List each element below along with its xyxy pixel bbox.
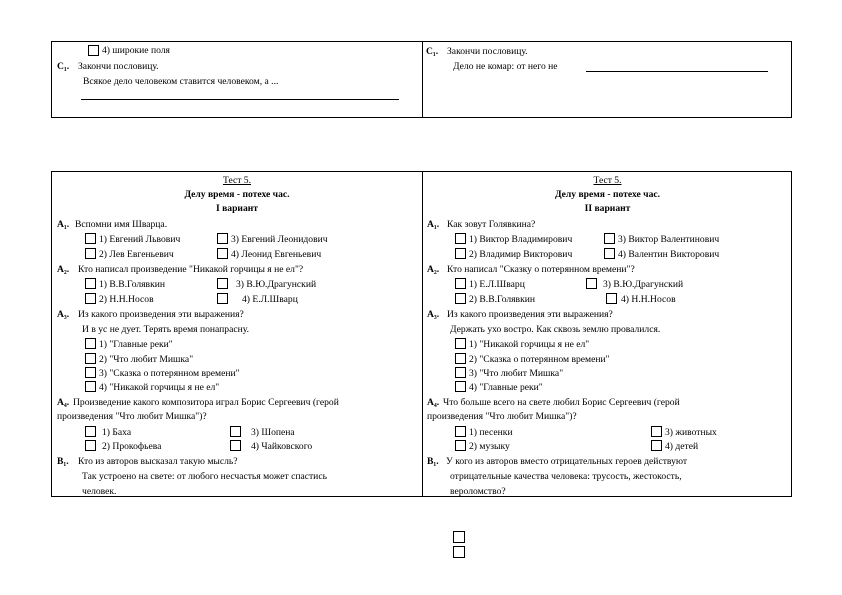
- question-text: Что больше всего на свете любил Борис Сергеевич (герой: [443, 397, 680, 408]
- option-text: 1) Е.Л.Шварц: [469, 279, 525, 290]
- checkbox[interactable]: [455, 248, 466, 259]
- question-quote: Так устроено на свете: от любого несчастья может спастись: [82, 471, 327, 482]
- checkbox[interactable]: [217, 248, 228, 259]
- question-text: Произведение какого композитора играл Борис Сергеевич (герой: [73, 397, 339, 408]
- test-title: Тест 5.: [222, 175, 252, 186]
- option-text: 4) Е.Л.Шварц: [242, 294, 298, 305]
- test-subtitle: Делу время - потехе час.: [554, 189, 661, 200]
- option-text: 3) "Сказка о потерянном времени": [99, 368, 240, 379]
- option-text: 1) В.В.Голявкин: [99, 279, 166, 290]
- checkbox[interactable]: [85, 248, 96, 259]
- variant-title: II вариант: [584, 203, 631, 214]
- option-text: 2) Лев Евгеньевич: [99, 249, 174, 260]
- question-label: А₃.: [57, 309, 70, 320]
- option-text: 4) широкие поля: [102, 45, 170, 56]
- checkbox[interactable]: [85, 353, 96, 364]
- option-text: 2) Н.Н.Носов: [99, 294, 154, 305]
- question-quote: отрицательные качества человека: трусость, жестокость,: [450, 471, 682, 482]
- variant-2-column: [423, 172, 792, 496]
- checkbox[interactable]: [455, 381, 466, 392]
- checkbox[interactable]: [85, 338, 96, 349]
- option-text: 2) В.В.Голявкин: [469, 294, 536, 305]
- checkbox[interactable]: [455, 426, 466, 437]
- option-text: 3) В.Ю.Драгунский: [603, 279, 684, 290]
- checkbox[interactable]: [651, 426, 662, 437]
- variant-title: I вариант: [215, 203, 258, 214]
- question-text: Из какого произведения эти выражения?: [78, 309, 244, 320]
- checkbox[interactable]: [455, 338, 466, 349]
- question-text: Кто написал произведение "Никакой горчицы я не ел"?: [78, 264, 304, 275]
- question-label: А₂.: [427, 264, 440, 275]
- question-text: Кто написал "Сказку о потерянном времени"?: [447, 264, 635, 275]
- variant-1-column: [52, 172, 422, 496]
- question-text: произведения "Что любит Мишка")?: [57, 411, 207, 422]
- checkbox[interactable]: [85, 440, 96, 451]
- question-text: Закончи пословицу.: [78, 61, 159, 72]
- checkbox[interactable]: [230, 440, 241, 451]
- checkbox[interactable]: [455, 367, 466, 378]
- option-text: 1) Баха: [102, 427, 132, 438]
- checkbox[interactable]: [455, 353, 466, 364]
- option-text: 3) животных: [665, 427, 717, 438]
- checkbox[interactable]: [88, 45, 99, 56]
- checkbox[interactable]: [85, 233, 96, 244]
- checkbox[interactable]: [217, 278, 228, 289]
- checkbox[interactable]: [217, 293, 228, 304]
- question-text: Как зовут Голявкина?: [447, 219, 536, 230]
- option-text: 1) "Главные реки": [99, 339, 173, 350]
- option-text: 4) Н.Н.Носов: [621, 294, 676, 305]
- question-label: А₄.: [427, 397, 440, 408]
- option-text: 3) "Что любит Мишка": [469, 368, 564, 379]
- checkbox[interactable]: [606, 293, 617, 304]
- question-label: А₃.: [427, 309, 440, 320]
- question-text: Вспомни имя Шварца.: [75, 219, 168, 230]
- question-text: Закончи пословицу.: [447, 46, 528, 57]
- option-text: 1) Евгений Львович: [99, 234, 181, 245]
- question-label: В₁.: [427, 456, 439, 467]
- option-text: 3) Евгений Леонидович: [231, 234, 328, 245]
- answer-line[interactable]: [81, 99, 399, 100]
- option-text: 4) Леонид Евгеньевич: [231, 249, 322, 260]
- option-text: 1) "Никакой горчицы я не ел": [469, 339, 590, 350]
- checkbox[interactable]: [85, 278, 96, 289]
- option-text: 4) Чайковского: [251, 441, 313, 452]
- proverb-text: Всякое дело человеком ставится человеком, а ...: [83, 76, 279, 87]
- checkbox[interactable]: [230, 426, 241, 437]
- top-table: [51, 41, 792, 118]
- option-text: 3) Шопена: [251, 427, 295, 438]
- question-label: А₁.: [427, 219, 440, 230]
- question-label: С₁.: [426, 46, 439, 57]
- checkbox[interactable]: [651, 440, 662, 451]
- question-text: произведения "Что любит Мишка")?: [427, 411, 577, 422]
- option-text: 4) "Главные реки": [469, 382, 543, 393]
- option-text: 1) Виктор Владимирович: [469, 234, 573, 245]
- checkbox[interactable]: [85, 381, 96, 392]
- question-quote: И в ус не дует. Терять время понапрасну.: [82, 324, 249, 335]
- question-quote: человек.: [82, 486, 117, 497]
- question-label: В₁.: [57, 456, 69, 467]
- checkbox[interactable]: [453, 531, 465, 543]
- question-quote: вероломство?: [450, 486, 506, 497]
- checkbox[interactable]: [455, 278, 466, 289]
- checkbox[interactable]: [85, 293, 96, 304]
- checkbox[interactable]: [455, 440, 466, 451]
- column-divider: [422, 42, 423, 117]
- proverb-text: Дело не комар: от него не: [453, 61, 558, 72]
- option-text: 2) "Что любит Мишка": [99, 354, 194, 365]
- option-text: 2) Владимир Викторович: [469, 249, 573, 260]
- test-subtitle: Делу время - потехе час.: [184, 189, 290, 200]
- option-text: 4) "Никакой горчицы я не ел": [99, 382, 220, 393]
- option-text: 4) детей: [665, 441, 699, 452]
- question-text: У кого из авторов вместо отрицательных героев действуют: [446, 456, 688, 467]
- test-title: Тест 5.: [593, 175, 622, 186]
- checkbox[interactable]: [85, 367, 96, 378]
- checkbox[interactable]: [455, 293, 466, 304]
- checkbox[interactable]: [453, 546, 465, 558]
- test-table: [51, 171, 792, 497]
- answer-line[interactable]: [586, 71, 768, 72]
- checkbox[interactable]: [217, 233, 228, 244]
- checkbox[interactable]: [85, 426, 96, 437]
- checkbox[interactable]: [604, 248, 615, 259]
- option-text: 2) музыку: [469, 441, 510, 452]
- question-text: Из какого произведения эти выражения?: [447, 309, 613, 320]
- question-label: А₂.: [57, 264, 70, 275]
- option-text: 3) В.Ю.Драгунский: [236, 279, 317, 290]
- checkbox[interactable]: [455, 233, 466, 244]
- question-label: А₁.: [57, 219, 70, 230]
- question-quote: Держать ухо востро. Как сквозь землю провалился.: [450, 324, 661, 335]
- checkbox[interactable]: [604, 233, 615, 244]
- option-text: 3) Виктор Валентинович: [618, 234, 720, 245]
- question-label: А₄.: [57, 397, 70, 408]
- checkbox[interactable]: [586, 278, 597, 289]
- option-text: 1) песенки: [469, 427, 513, 438]
- option-text: 4) Валентин Викторович: [618, 249, 720, 260]
- question-text: Кто из авторов высказал такую мысль?: [78, 456, 238, 467]
- option-text: 2) Прокофьева: [102, 441, 162, 452]
- question-label: С₁.: [57, 61, 70, 72]
- option-text: 2) "Сказка о потерянном времени": [469, 354, 610, 365]
